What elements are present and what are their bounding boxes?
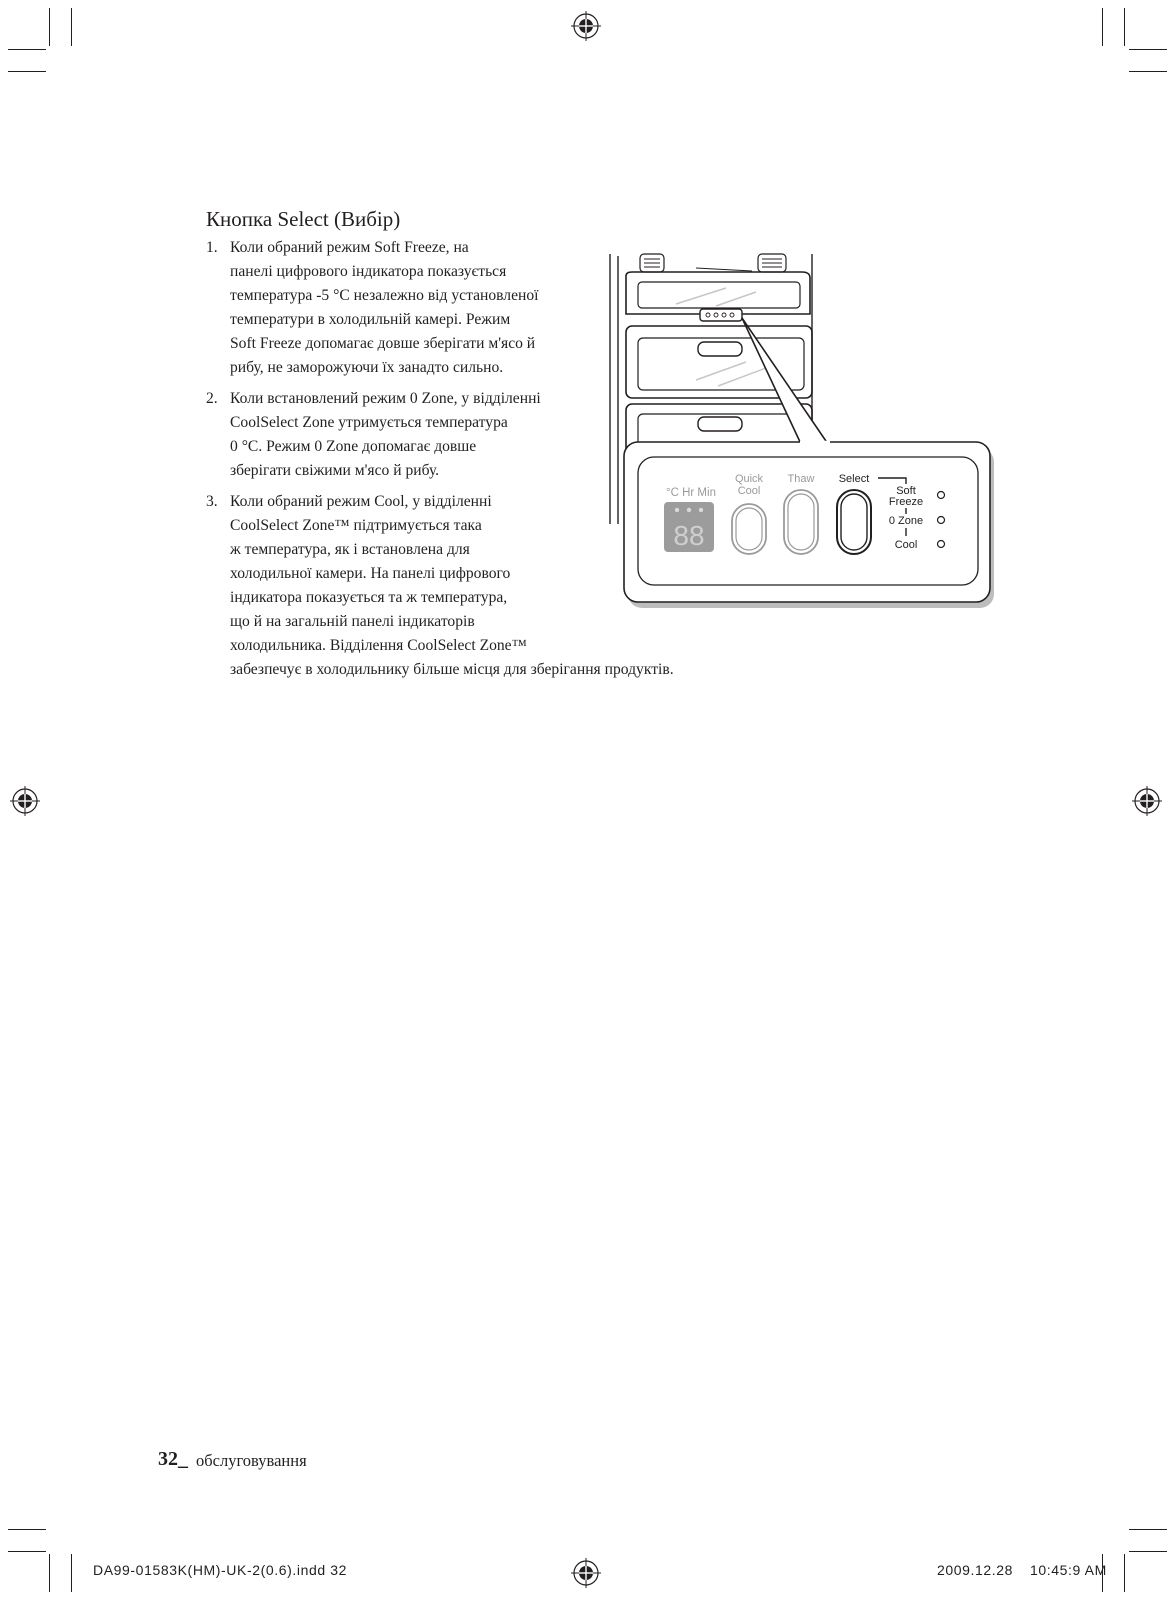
list-item-line: CoolSelect Zone утримується температура — [230, 414, 508, 431]
list-item-line: забезпечує в холодильнику більше місця для зберігання продуктів. — [230, 661, 674, 678]
quick-cool-label: Quick — [734, 473, 764, 485]
crop-mark — [1124, 8, 1125, 46]
select-button[interactable] — [837, 490, 871, 554]
list-item-line: 0 °С. Режим 0 Zone допомагає довше — [230, 438, 477, 455]
crop-mark — [1129, 1529, 1167, 1530]
crop-mark — [8, 1551, 46, 1552]
crop-mark — [8, 1529, 46, 1530]
list-item-line: CoolSelect Zone™ підтримується така — [230, 517, 482, 534]
list-item-line: Soft Freeze допомагає довше зберігати м'ясо й — [230, 335, 536, 352]
soft-freeze-label: Freeze — [888, 496, 924, 508]
list-item-line: що й на загальній панелі індикаторів — [230, 613, 475, 630]
cool-mode-label: Cool — [894, 539, 918, 551]
list-item-number: 2. — [206, 390, 218, 407]
select-label: Select — [838, 473, 870, 485]
zero-zone-label: 0 Zone — [888, 515, 924, 527]
display-units-label: °C Hr Min — [666, 487, 716, 499]
crop-mark — [49, 8, 50, 46]
print-slug-file: DA99-01583K(HM)-UK-2(0.6).indd 32 — [93, 1562, 348, 1578]
registration-mark-icon — [1132, 786, 1162, 816]
crop-mark — [1129, 49, 1167, 50]
section-title: Кнопка Select (Вибір) — [206, 207, 401, 231]
crop-mark — [71, 8, 72, 46]
print-slug-time: 10:45:9 AM — [1030, 1562, 1107, 1578]
print-slug-date: 2009.12.28 — [937, 1562, 1014, 1578]
display-digits: 88 — [673, 520, 705, 551]
list-item-line: індикатора показується та ж температура, — [230, 589, 508, 606]
crop-mark — [1129, 1551, 1167, 1552]
list-item-line: температура -5 °С незалежно від установленої — [230, 287, 539, 304]
list-item-line: Коли обраний режим Soft Freeze, на — [230, 239, 469, 256]
cool-indicator-icon — [938, 541, 945, 548]
crop-mark — [71, 1554, 72, 1592]
thaw-button[interactable] — [784, 490, 818, 554]
list-item-line: Коли обраний режим Cool, у відділенні — [230, 493, 492, 510]
list-item-number: 1. — [206, 239, 218, 256]
quick-cool-label: Cool — [737, 485, 761, 497]
registration-mark-icon — [571, 11, 601, 41]
crop-mark — [1102, 8, 1103, 46]
soft-freeze-label: Soft — [896, 485, 916, 497]
list-item-line: холодильника. Відділення CoolSelect Zone™ — [230, 637, 527, 654]
crop-mark — [8, 71, 46, 72]
page-number: 32_ — [158, 1448, 188, 1470]
refrigerator-control-panel-illustration — [606, 252, 1014, 624]
section-name: обслуговування — [196, 1451, 307, 1470]
list-item-line: Коли встановлений режим 0 Zone, у відділенні — [230, 390, 541, 407]
zero-zone-indicator-icon — [938, 517, 945, 524]
list-item-number: 3. — [206, 493, 218, 510]
soft-freeze-indicator-icon — [938, 492, 945, 499]
list-item-line: зберігати свіжими м'ясо й рибу. — [230, 462, 440, 479]
list-item-line: ж температура, як і встановлена для — [230, 541, 470, 558]
crop-mark — [1124, 1554, 1125, 1592]
list-item-line: панелі цифрового індикатора показується — [230, 263, 507, 280]
crop-mark — [1129, 71, 1167, 72]
crop-mark — [49, 1554, 50, 1592]
registration-mark-icon — [571, 1558, 601, 1588]
list-item-line: температури в холодильній камері. Режим — [230, 311, 511, 328]
quick-cool-button[interactable] — [732, 504, 766, 554]
list-item-line: рибу, не заморожуючи їх занадто сильно. — [230, 359, 504, 376]
list-item-line: холодильної камери. На панелі цифрового — [230, 565, 511, 582]
registration-mark-icon — [10, 786, 40, 816]
thaw-label: Thaw — [787, 473, 815, 485]
crop-mark — [8, 49, 46, 50]
